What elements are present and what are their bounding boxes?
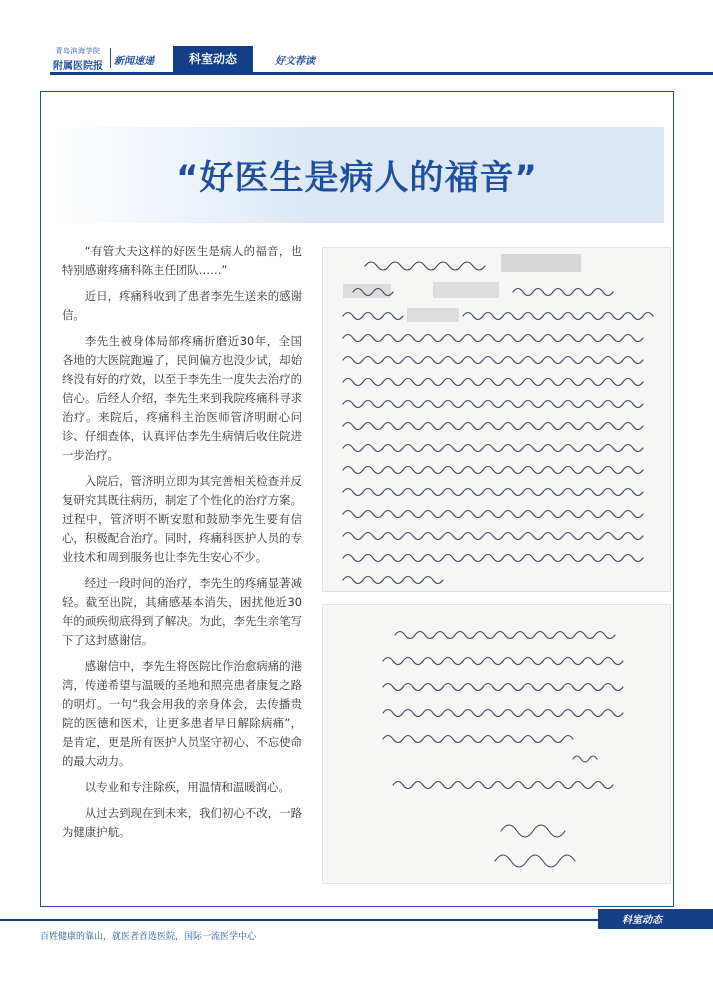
article-title: “好医生是病人的福音” (176, 158, 538, 198)
article-paragraph: 以专业和专注除疾，用温情和温暖润心。 (84, 780, 290, 794)
handwriting-scribble-page1 (323, 248, 670, 591)
handwritten-letter-photo-page1 (322, 247, 671, 592)
page-header (0, 0, 713, 80)
article-paragraph: 近日，疼痛科收到了患者李先生送来的感谢信。 (62, 289, 302, 322)
article-paragraph: 经过一段时间的治疗，李先生的疼痛显著减轻。截至出院，其痛感基本消失，困扰他近30年的顽疾彻底得到了解决。为此，李先生亲笔写下了这封感谢信。 (62, 576, 302, 647)
footer-slogan: 百姓健康的靠山，就医者首选医院，国际一流医学中心 (40, 932, 257, 942)
article-paragraph: 李先生被身体局部疼痛折磨近30年，全国各地的大医院跑遍了，民间偏方也没少试，却始终没有好的疗效，以至于李先生一度失去治疗的信心。后经人介绍，李先生来到我院疼痛科寻求治疗。来院后，疼痛科主治医师管济明耐心问诊、仔细查体，认真评估李先生病情后收住院进一步治疗。 (62, 334, 302, 462)
article-paragraph: 感谢信中，李先生将医院比作治愈病痛的港湾，传递希望与温暖的圣地和照亮患者康复之路的明灯。一句“我会用我的亲身体会，去传播贵院的医德和医术，让更多患者早日解除病痛”，是肯定，更是所有医护人员坚守初心、不忘使命的最大动力。 (62, 659, 302, 768)
section-dept-tab-active[interactable]: 科室动态 (173, 46, 253, 72)
footer-section-label: 科室动态 (622, 915, 662, 926)
article-paragraph: 从过去到现在到未来，我们初心不改，一路为健康护航。 (62, 806, 302, 839)
header-rule (50, 72, 713, 75)
article-paragraph: 入院后，管济明立即为其完善相关检查并反复研究其既往病历，制定了个性化的治疗方案。过程中，管济明不断安慰和鼓励李先生要有信心，积极配合治疗。同时，疼痛科医护人员的专业技术和周到服务也让李先生安心不少。 (62, 474, 302, 564)
handwriting-scribble-page2 (323, 605, 670, 883)
masthead-line1: 青岛滨海学院 (55, 47, 101, 55)
header-divider (110, 48, 111, 68)
handwritten-letter-photo-page2 (322, 604, 671, 884)
section-articles-link[interactable]: 好文荐读 (275, 56, 315, 67)
article-body (62, 242, 302, 842)
footer-rule (0, 919, 605, 921)
masthead-logo (50, 46, 106, 72)
section-news-link[interactable]: 新闻速递 (114, 56, 154, 67)
article-paragraph: “有管大夫这样的好医生是病人的福音，也特别感谢疼痛科陈主任团队……” (62, 244, 302, 277)
masthead-line2: 附属医院报 (53, 61, 103, 72)
